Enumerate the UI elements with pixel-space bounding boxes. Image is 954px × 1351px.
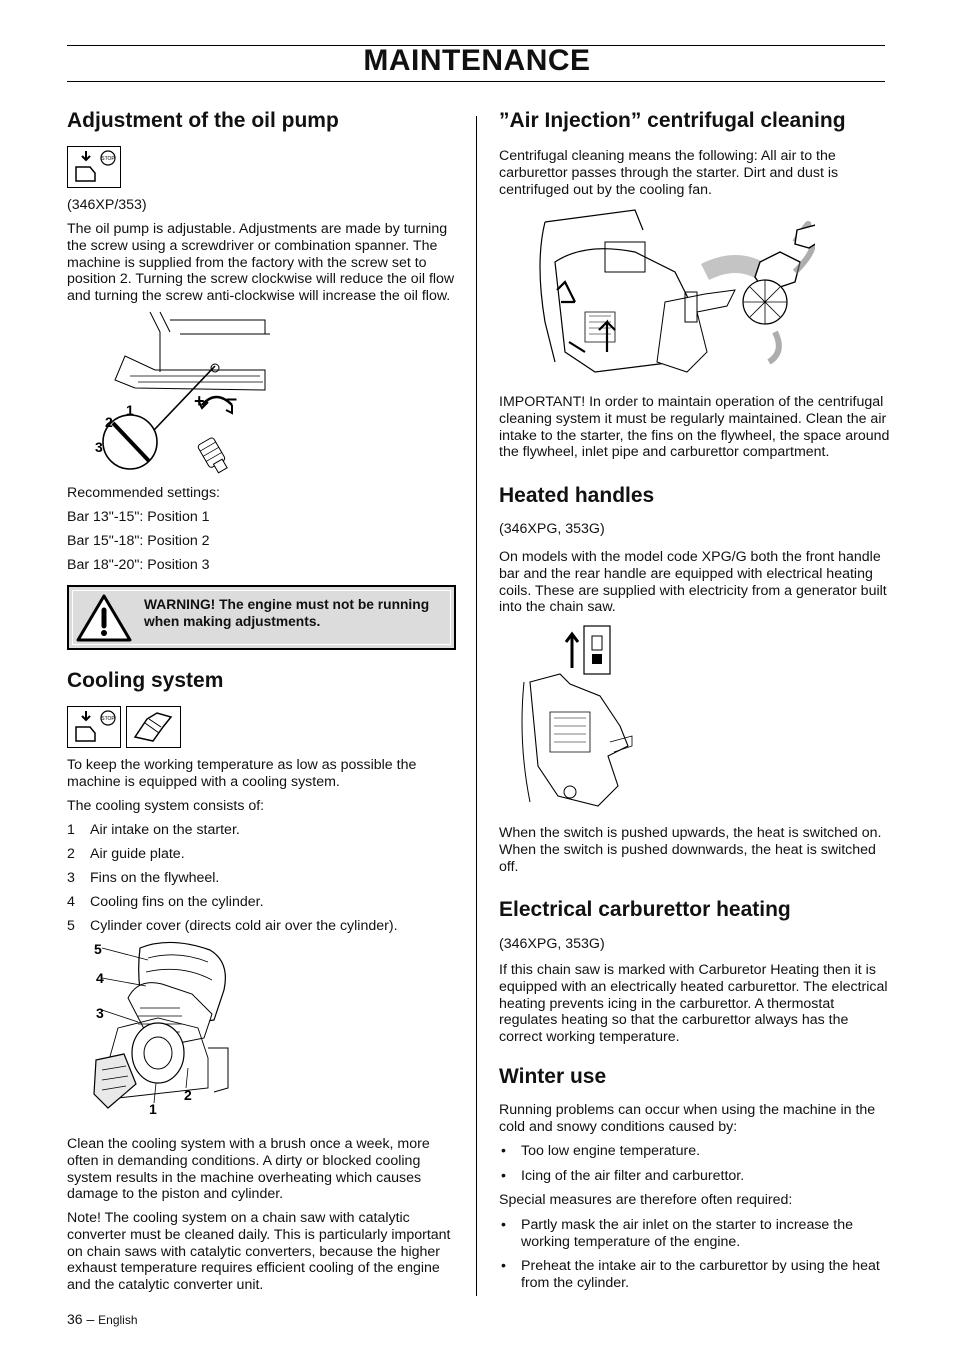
svg-text:STOP: STOP xyxy=(101,716,115,722)
cooling-label-3: 3 xyxy=(96,1005,104,1021)
oil-pump-label-3: 3 xyxy=(95,439,103,455)
stop-engine-icon xyxy=(67,706,121,748)
list-item-number: 3 xyxy=(67,870,75,886)
footer-language: English xyxy=(98,1313,138,1327)
oil-pump-label-1: 1 xyxy=(126,402,134,418)
winter-heading: Winter use xyxy=(499,1065,607,1088)
warning-box xyxy=(67,585,456,650)
heated-handles-illustration xyxy=(520,622,640,817)
setting-row: Bar 18"-20": Position 3 xyxy=(67,557,210,573)
bullet: • xyxy=(501,1217,506,1233)
warning-triangle-icon xyxy=(75,593,133,643)
cooling-consists: The cooling system consists of: xyxy=(67,798,265,814)
air-injection-heading: ”Air Injection” centrifugal cleaning xyxy=(499,109,846,132)
winter-special: Special measures are therefore often required: xyxy=(499,1192,793,1208)
list-item-number: 5 xyxy=(67,918,75,934)
list-item-number: 1 xyxy=(67,822,75,838)
minus-label: – xyxy=(226,388,238,410)
settings-label: Recommended settings: xyxy=(67,485,220,501)
setting-row: Bar 15"-18": Position 2 xyxy=(67,533,210,549)
list-item: Air intake on the starter. xyxy=(90,822,240,838)
bullet: • xyxy=(501,1143,506,1159)
bullet: • xyxy=(501,1168,506,1184)
oil-pump-models: (346XP/353) xyxy=(67,197,147,213)
winter-intro: Running problems can occur when using the machine in the cold and snowy conditions caused by: xyxy=(499,1102,876,1135)
oil-pump-heading: Adjustment of the oil pump xyxy=(67,109,339,132)
heated-handles-body: On models with the model code XPG/G both the front handle bar and the rear handle are equipped with electrical heating coils. These are supplied with electricity from a generator built into the chain saw. xyxy=(499,549,887,616)
plus-label: + xyxy=(194,391,205,411)
carb-heating-heading: Electrical carburettor heating xyxy=(499,898,791,921)
cooling-system-illustration xyxy=(88,938,248,1118)
svg-text:STOP: STOP xyxy=(101,156,115,162)
stop-engine-icon xyxy=(67,146,121,188)
list-item: Cooling fins on the cylinder. xyxy=(90,894,264,910)
page-footer xyxy=(67,1311,138,1327)
cooling-label-2: 2 xyxy=(184,1087,192,1103)
list-item: Preheat the intake air to the carburettor by using the heat from the cylinder. xyxy=(521,1258,880,1291)
heated-handles-models: (346XPG, 353G) xyxy=(499,521,605,537)
oil-pump-illustration xyxy=(90,310,280,475)
heated-handles-switch: When the switch is pushed upwards, the heat is switched on. When the switch is pushed downwards, the heat is switched off. xyxy=(499,825,882,875)
title-rule xyxy=(67,81,885,82)
list-item-number: 2 xyxy=(67,846,75,862)
page-number: 36 – xyxy=(67,1311,95,1327)
cooling-intro: To keep the working temperature as low as possible the machine is equipped with a cooling system. xyxy=(67,757,417,790)
list-item: Too low engine temperature. xyxy=(521,1143,701,1159)
protective-glove-icon xyxy=(126,706,181,748)
setting-row: Bar 13"-15": Position 1 xyxy=(67,509,210,525)
cooling-heading: Cooling system xyxy=(67,669,224,692)
column-divider xyxy=(476,116,477,1296)
carb-heating-models: (346XPG, 353G) xyxy=(499,936,605,952)
cooling-clean: Clean the cooling system with a brush once a week, more often in demanding conditions. A dirty or blocked cooling system results in the machine overheating which causes damage to the piston and cylinder. xyxy=(67,1136,430,1203)
cooling-label-1: 1 xyxy=(149,1101,157,1117)
list-item: Icing of the air filter and carburettor. xyxy=(521,1168,745,1184)
list-item-number: 4 xyxy=(67,894,75,910)
cooling-note: Note! The cooling system on a chain saw with catalytic converter must be cleaned daily. This is particularly important on chain saws with catalytic converters, because the higher exhaust temperature requires efficient cooling of the engine and the catalytic converter unit. xyxy=(67,1210,451,1294)
list-item: Cylinder cover (directs cold air over the cylinder). xyxy=(90,918,398,934)
heated-handles-heading: Heated handles xyxy=(499,484,655,507)
list-item: Fins on the flywheel. xyxy=(90,870,220,886)
cooling-label-5: 5 xyxy=(94,941,102,957)
air-injection-important: IMPORTANT! In order to maintain operation of the centrifugal cleaning system it must be regularly maintained. Clean the air intake to the starter, the fins on the flywheel, the space around the flywheel, inlet pipe and carburettor compartment. xyxy=(499,394,890,461)
oil-pump-label-2: 2 xyxy=(105,414,113,430)
bullet: • xyxy=(501,1258,506,1274)
list-item: Air guide plate. xyxy=(90,846,185,862)
page-title: MAINTENANCE xyxy=(363,44,591,77)
air-injection-body: Centrifugal cleaning means the following: All air to the carburettor passes through the starter. Dirt and dust is centrifuged out by the cooling fan. xyxy=(499,148,839,198)
carb-heating-body: If this chain saw is marked with Carburetor Heating then it is equipped with an electrically heated carburettor. The electrical heating prevents icing in the carburettor. A thermostat regulates heating so that the carburettor always has the correct working temperature. xyxy=(499,962,888,1046)
oil-pump-body: The oil pump is adjustable. Adjustments are made by turning the screw using a screwdriver or combination spanner. The machine is supplied from the factory with the screw set to position 2. Turning the screw clockwise will reduce the oil flow and turning the screw anti-clockwise will increase the oil flow. xyxy=(67,221,455,305)
cooling-label-4: 4 xyxy=(96,970,104,986)
list-item: Partly mask the air inlet on the starter to increase the working temperature of the engine. xyxy=(521,1217,853,1250)
warning-text: WARNING! The engine must not be running when making adjustments. xyxy=(144,597,430,629)
air-injection-illustration xyxy=(515,202,815,387)
